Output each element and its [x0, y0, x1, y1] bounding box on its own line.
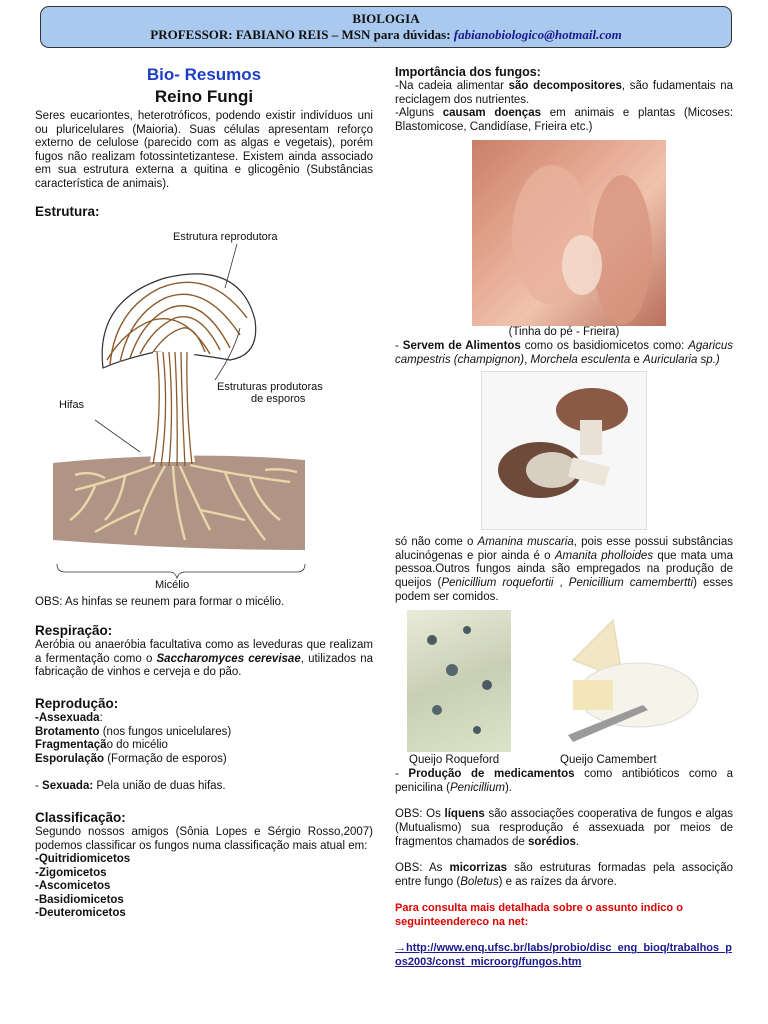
p1a: -Na cadeia alimentar	[395, 80, 509, 92]
alimentos-paragraph	[395, 340, 733, 367]
reference-link[interactable]: →http://www.enq.ufsc.br/labs/probio/disc_eng_bioq/trabalhos_pos2003/const_microorg/fungos.htm	[395, 942, 732, 969]
sexuada-dash: -	[35, 780, 43, 793]
class-item: -Quitridiomicetos	[35, 853, 131, 866]
p2c: em animais e plantas (Micoses: Blastomicose, Candidíase, Frieira etc.)	[395, 107, 734, 133]
sexuada-item	[35, 780, 373, 794]
roquefort-photo	[407, 610, 511, 752]
esporulacao-item	[35, 753, 373, 767]
page-title: Bio- Resumos	[146, 65, 262, 84]
p4g: ,	[553, 576, 569, 589]
p5c: como antibióticos como a penicilina (	[395, 768, 734, 794]
caption-camembert: Queijo Camembert	[560, 754, 657, 767]
assexuada-item: -Assexuada:	[35, 711, 103, 724]
p7b: micorrizas	[449, 862, 507, 875]
brotamento-desc: (nos fungos unicelulares)	[99, 725, 232, 738]
p3e: ,	[524, 353, 531, 366]
p7a: OBS: As	[395, 862, 450, 875]
header-subject: BIOLOGIA	[352, 11, 420, 26]
p3h: Auricularia sp.)	[643, 353, 720, 366]
assexuada-label: -Assexuada	[35, 711, 100, 724]
caption-tinha: (Tinha do pé - Frieira)	[508, 326, 620, 339]
p3a: -	[395, 339, 403, 352]
p7d: Boletus	[460, 875, 499, 888]
micelio-bracket	[57, 564, 305, 578]
p5d: Penicillium	[449, 781, 505, 794]
intro-paragraph: Seres eucariontes, heterotróficos, podendo existir indivíduos uni ou pluricelulares (Maioria). Suas células apresentam reforço externo de celulose (parecido com as algas e vegetais), porém fugos não realizam fotossintetizantese. Existem ainda associado em sua estrutura externa a quitina e glicogênio (Substâncias característica de animais).	[35, 110, 373, 190]
esporulacao-label: Esporulação	[35, 752, 105, 765]
brotamento-label: Brotamento	[35, 725, 100, 738]
decompositores-paragraph	[395, 80, 733, 107]
p4f: Penicillium roquefortii	[441, 576, 554, 589]
doencas-paragraph	[395, 107, 733, 134]
page-subtitle: Reino Fungi	[154, 87, 254, 106]
caption-roquefort: Queijo Roqueford	[409, 754, 500, 767]
p4c: , pois esse possui substâncias alucinógenas e pior ainda é o	[395, 536, 734, 562]
medicamentos-paragraph	[395, 768, 733, 795]
importancia-heading: Importância dos fungos:	[395, 65, 541, 79]
mushroom-photo	[481, 371, 647, 530]
respiracao-heading: Respiração:	[35, 623, 113, 639]
consulta-note: Para consulta mais detalhada sobre o assunto indico o seguinteendereco na net:	[395, 902, 683, 928]
label-esporos-1: Estruturas produtoras	[217, 380, 323, 393]
obs-hifas: OBS: As hinfas se reunem para formar o micélio.	[35, 595, 285, 608]
label-esporos-2: de esporos	[251, 392, 306, 405]
cheese-captions	[395, 754, 733, 768]
tinha-photo	[472, 140, 666, 326]
label-reprodutora: Estrutura reprodutora	[173, 230, 278, 243]
class-item: -Ascomicetos	[35, 880, 111, 893]
p2b: causam doenças	[442, 107, 541, 120]
p6e: .	[575, 835, 580, 848]
esporulacao-desc: (Formação de esporos)	[104, 752, 227, 765]
right-column	[395, 64, 733, 970]
p5a: -	[395, 768, 409, 781]
fragmentacao-desc: o do micélio	[106, 739, 168, 752]
camembert-photo	[553, 610, 703, 752]
class-item: -Deuteromicetos	[35, 907, 126, 920]
class-item: -Basidiomicetos	[35, 893, 124, 906]
roquefort-veins	[407, 610, 511, 752]
p7e: ) e as raízes da árvore.	[498, 875, 617, 888]
liquens-paragraph	[395, 808, 733, 849]
p4e: que mata uma pessoa.Outros fungos ainda são empregados na produção de queijos (	[395, 549, 734, 589]
p4b: Amanina muscaria	[477, 536, 574, 549]
header-professor-text: PROFESSOR: FABIANO REIS – MSN para dúvidas:	[150, 27, 454, 42]
p6b: líquens	[444, 808, 485, 821]
p4a: só não come o	[395, 536, 478, 549]
fungus-structure-diagram	[35, 220, 373, 612]
p3f: Morchela esculenta	[530, 353, 631, 366]
p3c: como os basidiomicetos como:	[520, 339, 689, 352]
label-hifas: Hifas	[59, 398, 85, 411]
sexuada-label: Sexuada:	[42, 780, 94, 793]
respiracao-species: Saccharomyces cerevisae	[156, 652, 301, 665]
cheese-photos	[395, 610, 733, 754]
p6a: OBS: Os	[395, 808, 445, 821]
classificacao-heading: Classificação:	[35, 809, 126, 825]
mushroom-photo-detail	[482, 372, 646, 529]
p3g: e	[630, 353, 644, 366]
p6c: são associações cooperativa de fungos e algas (Mutualismo) sua resprodução é assexuada por meios de fragmentos chamados de	[395, 808, 733, 848]
estrutura-heading: Estrutura:	[35, 203, 100, 219]
micorrizas-paragraph	[395, 862, 733, 889]
p1c: , são fudamentais na reciclagem dos nutrientes.	[395, 80, 733, 106]
p4d: Amanita pholloides	[554, 549, 654, 562]
p6d: sorédios	[527, 835, 576, 848]
respiracao-text-c: , utilizados na fabricação de vinhos e cerveja e do pão.	[35, 652, 373, 679]
p5e: ).	[504, 781, 512, 794]
p4h: Penicillium camembertti	[568, 576, 694, 589]
camembert-shapes	[553, 610, 703, 752]
fragmentacao-item	[35, 739, 373, 753]
p4i: ) esses podem ser comidos.	[395, 576, 733, 603]
p3d: Agaricus campestris (champignon)	[395, 339, 733, 366]
p5b: Produção de medicamentos	[408, 768, 575, 781]
classificacao-paragraph: Segundo nossos amigos (Sônia Lopes e Sérgio Rosso,2007) podemos classificar os fungos numa classificação mais atual em:	[35, 825, 373, 852]
reproducao-heading: Reprodução:	[35, 695, 119, 711]
respiracao-text-a: Aeróbia ou anaeróbia facultativa como as leveduras que realizam a fermentação como o	[35, 639, 373, 665]
p7c: são estruturas formadas pela associção entre fungo (	[395, 862, 733, 888]
sexuada-desc: Pela união de duas hifas.	[93, 780, 226, 793]
fragmentacao-label: Fragmentaçã	[35, 739, 107, 752]
p1b: são decompositores	[508, 80, 622, 92]
respiracao-paragraph	[35, 639, 373, 680]
tinha-photo-detail	[472, 140, 666, 326]
label-micelio: Micélio	[155, 578, 190, 591]
header-professor	[41, 27, 731, 43]
header-email[interactable]: fabianobiologico@hotmail.com	[453, 27, 622, 42]
left-column	[35, 64, 373, 921]
p2a: -Alguns	[395, 107, 443, 120]
amanita-paragraph	[395, 536, 733, 604]
brotamento-item	[35, 726, 373, 740]
class-item: -Zigomicetos	[35, 866, 107, 879]
page-header	[40, 6, 732, 48]
p3b: Servem de Alimentos	[402, 339, 521, 352]
